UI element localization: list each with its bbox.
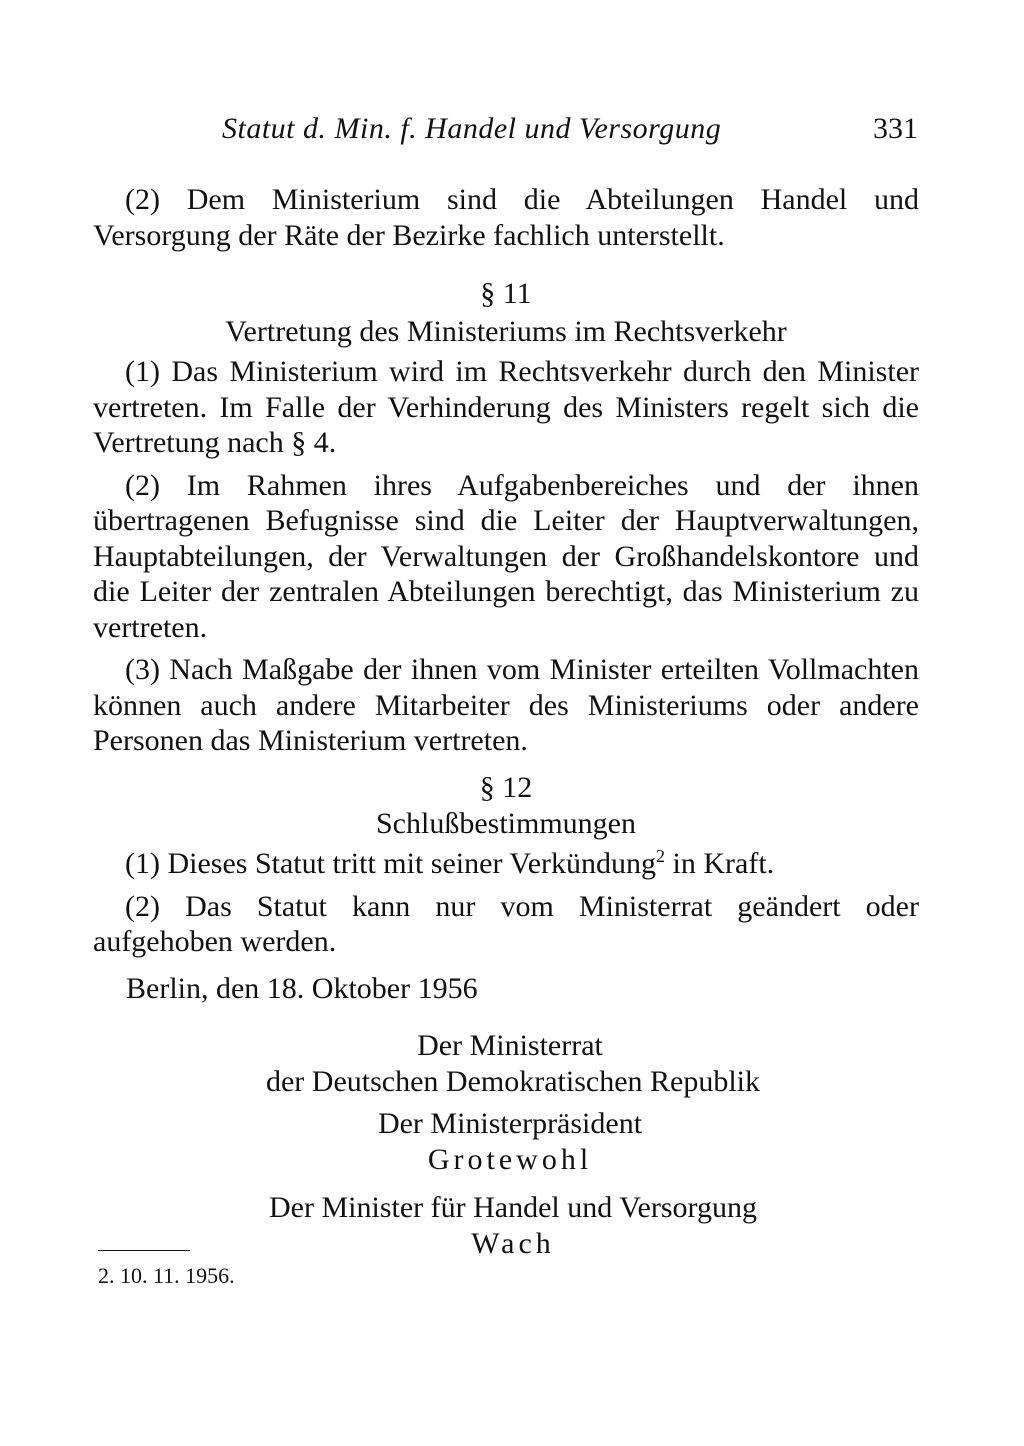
section-12-heading: Schlußbestimmungen [376, 807, 636, 840]
section-11-heading: Vertretung des Ministeriums im Rechtsverkehr [225, 315, 787, 348]
section-12-paragraph-2: (2) Das Statut kann nur vom Ministerrat geändert oder aufgehoben werden. [93, 889, 919, 958]
section-12-body [93, 846, 919, 967]
paragraph-2-previous-section: (2) Dem Ministerium sind die Abteilungen Handel und Versorgung der Räte der Bezirke fachlich unterstellt. [93, 183, 919, 252]
section-11-paragraph-3: (3) Nach Maßgabe der ihnen vom Minister erteilten Vollmachten können auch andere Mitarbeiter des Ministeriums oder andere Personen das Ministerium vertreten. [93, 653, 919, 757]
footnote: 2. 10. 11. 1956. [98, 1263, 235, 1288]
page-number: 331 [873, 112, 918, 145]
signatory-body-line-1: Der Ministerrat [417, 1029, 603, 1062]
signatory-role-1: Der Ministerpräsident [377, 1107, 643, 1140]
section-11-paragraph-1: (1) Das Ministerium wird im Rechtsverkehr durch den Minister vertreten. Im Falle der Verhinderung des Ministers regelt sich die Vertretung nach § 4. [93, 355, 919, 459]
signatory-body-line-2: der Deutschen Demokratischen Republik [265, 1065, 761, 1098]
signatory-role-2: Der Minister für Handel und Versorgung [269, 1191, 757, 1224]
section-11-paragraph-2: (2) Im Rahmen ihres Aufgabenbereiches und der ihnen übertragenen Befugnisse sind die Leiter der Hauptverwaltungen, Hauptabteilungen, der Verwaltungen der Großhandelskontore und die Leiter der zentralen Abteilungen berechtigt, das Ministerium zu vertreten. [93, 468, 919, 644]
page-header [222, 112, 922, 152]
intro-section [93, 182, 919, 260]
signatory-name-2: Wach [471, 1227, 555, 1260]
running-title: Statut d. Min. f. Handel und Versorgung [222, 112, 722, 145]
section-12-p1-tail: in Kraft. [665, 847, 775, 880]
signatory-name-1: Grotewohl [427, 1143, 593, 1176]
section-11-body [93, 354, 919, 766]
section-12-p1-text: (1) Dieses Statut tritt mit seiner Verkündung [125, 847, 657, 880]
section-11-number: § 11 [480, 277, 532, 310]
section-12-number: § 12 [479, 771, 533, 804]
footnote-marker: 2 [656, 846, 666, 866]
footnote-divider [98, 1250, 190, 1251]
section-12-paragraph-1 [93, 846, 919, 882]
place-date-line: Berlin, den 18. Oktober 1956 [126, 972, 478, 1005]
